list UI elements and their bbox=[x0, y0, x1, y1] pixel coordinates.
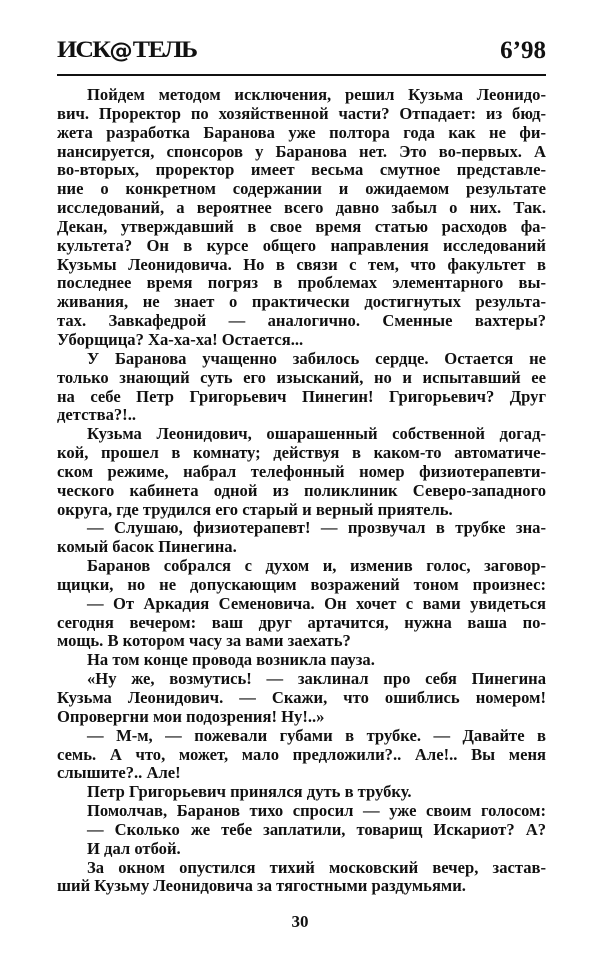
text-line: Уборщица? Ха-ха-ха! Остается... bbox=[57, 330, 304, 349]
text-line: Петр Григорьевич принялся дуть в трубку. bbox=[87, 783, 412, 802]
text-line: мощь. В котором часу за вами заехать? bbox=[57, 632, 351, 651]
text-line: на себе Петр Григорьевич Пинегин! Григорьевич? Друг bbox=[57, 387, 546, 406]
text-line: округа, где трудился его старый и верный приятель. bbox=[57, 500, 453, 519]
text-line: щицки, но не допускающим возражений тоном произнес: bbox=[57, 575, 546, 594]
text-line: культета? Он в курсе общего направления исследований bbox=[57, 236, 546, 255]
text-line: Кузьма Леонидович, ошарашенный собственной догад- bbox=[87, 425, 546, 444]
page-number: 30 bbox=[291, 912, 309, 931]
text-line: семь. А что, может, мало предложили?.. Але!.. Вы меня bbox=[57, 745, 546, 764]
text-line: «Ну же, возмутись! — заклинал про себя Пинегина bbox=[87, 670, 546, 689]
logo-at-icon: @ bbox=[109, 39, 133, 63]
text-line: комый басок Пинегина. bbox=[57, 538, 237, 557]
text-line: тах. Завкафедрой — аналогично. Сменные вахтеры? bbox=[57, 312, 546, 331]
logo-text-part2: ТЕЛЬ bbox=[132, 37, 197, 62]
text-line: Опровергни мои подозрения! Ну!..» bbox=[57, 707, 325, 726]
text-line: — От Аркадия Семеновича. Он хочет с вами увидеться bbox=[87, 594, 546, 613]
text-line: вич. Проректор по хозяйственной части? Отпадает: из бюд- bbox=[57, 104, 546, 123]
text-line: Баранов собрался с духом и, изменив голос, заговор- bbox=[87, 557, 546, 576]
text-line: Помолчав, Баранов тихо спросил — уже своим голосом: bbox=[87, 802, 546, 821]
text-line: На том конце провода возникла пауза. bbox=[87, 651, 375, 670]
magazine-logo bbox=[57, 37, 196, 63]
text-line: У Баранова учащенно забилось сердце. Остается не bbox=[87, 349, 546, 368]
text-line: последнее время погряз в проблемах элементарного вы- bbox=[57, 274, 546, 293]
running-header bbox=[57, 34, 546, 76]
text-line: только знающий суть его изысканий, но и испытавший ее bbox=[57, 368, 546, 387]
text-line: жета разработка Баранова уже полтора года как не фи- bbox=[57, 123, 546, 142]
text-line: За окном опустился тихий московский вечер, застав- bbox=[87, 858, 546, 877]
text-line: ческого кабинета одной из поликлиник Северо-западного bbox=[57, 481, 546, 500]
issue-number: 6’98 bbox=[500, 37, 546, 64]
text-line: ском режиме, набрал телефонный номер физиотерапевти- bbox=[57, 462, 546, 481]
text-line: ние о конкретном содержании и ожидаемом результате bbox=[57, 180, 546, 199]
text-line: сегодня вечером: ваш друг артачится, нужна ваша по- bbox=[57, 613, 546, 632]
logo-text-part1: ИСК bbox=[57, 37, 110, 62]
text-line: ший Кузьму Леонидовича за тягостными раздумьями. bbox=[57, 877, 466, 896]
text-line: исследований, а вероятнее всего давно забыл о них. Так. bbox=[57, 199, 546, 218]
text-line: Кузьмы Леонидовича. Но в связи с тем, что факультет в bbox=[57, 255, 546, 274]
text-line: Декан, утверждавший в свое время статью расходов фа- bbox=[57, 217, 546, 236]
text-line: И дал отбой. bbox=[87, 839, 181, 858]
text-line: живания, не знает о практически достигнутых результа- bbox=[57, 293, 546, 312]
text-line: Кузьма Леонидович. — Скажи, что ошиблись номером! bbox=[57, 689, 546, 707]
text-line: слышите?.. Але! bbox=[57, 764, 181, 783]
text-line: детства?!.. bbox=[57, 406, 137, 425]
text-line: Пойдем методом исключения, решил Кузьма Леонидо- bbox=[87, 86, 546, 104]
text-line: — М-м, — пожевали губами в трубке. — Давайте в bbox=[87, 726, 546, 745]
text-line: — Слушаю, физиотерапевт! — прозвучал в трубке зна- bbox=[87, 519, 546, 538]
text-line: во-вторых, проректор имеет весьма смутное представле- bbox=[57, 161, 546, 180]
text-line: кой, прошел в комнату; действуя в каком-то автоматиче- bbox=[57, 444, 546, 463]
text-line: нансируется, спонсоров у Баранова нет. Это во-первых. А bbox=[57, 142, 546, 161]
text-line: — Сколько же тебе заплатили, товарищ Искариот? А? bbox=[87, 820, 546, 839]
article-body bbox=[57, 86, 546, 896]
